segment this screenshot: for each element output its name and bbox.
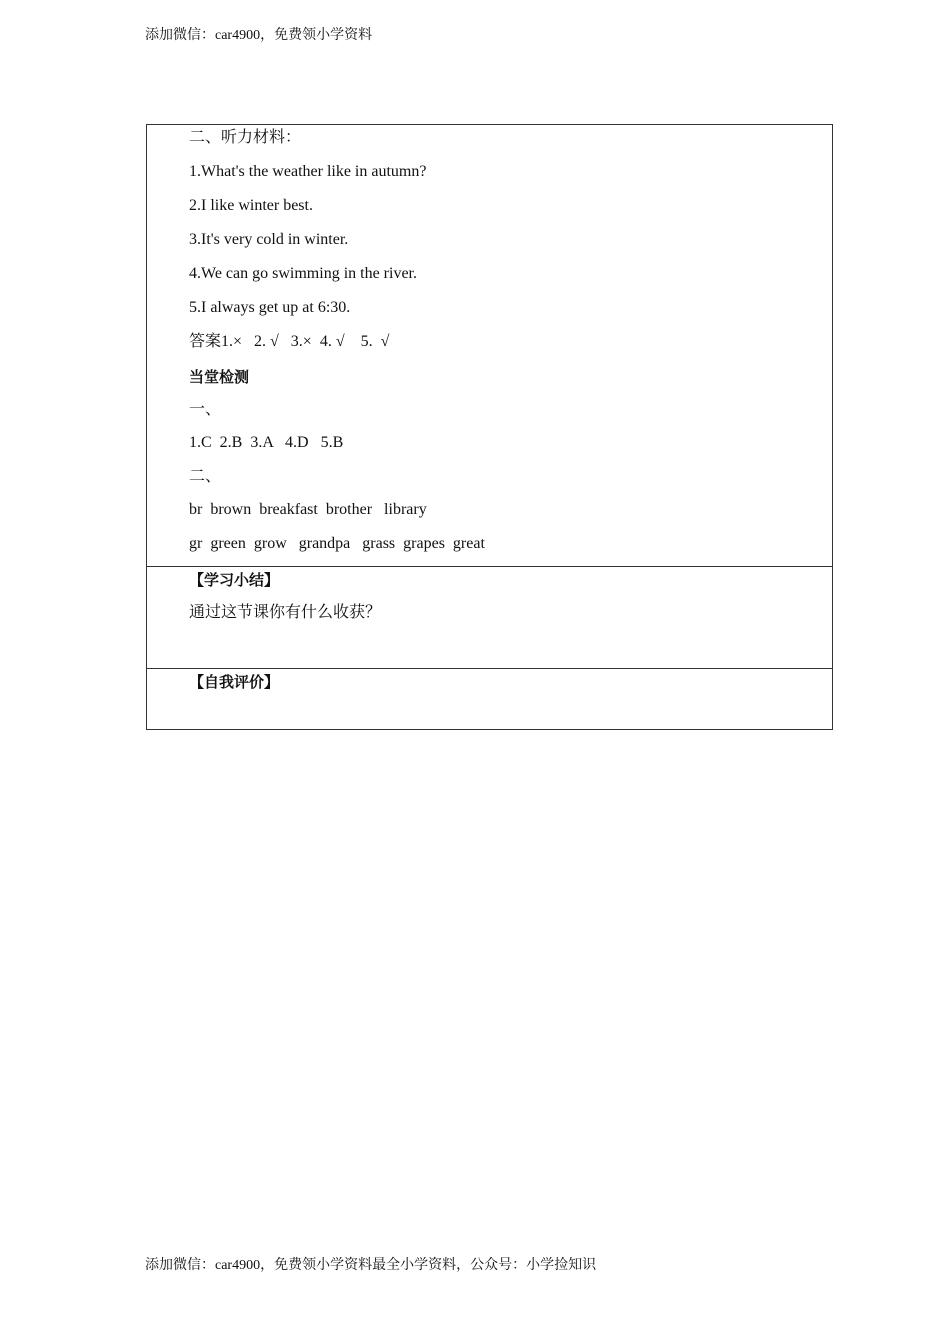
answer-key: 答案1.× 2. √ 3.× 4. √ 5. √ bbox=[189, 333, 390, 350]
part1-answers: 1.C 2.B 3.A 4.D 5.B bbox=[189, 434, 344, 451]
summary-prompt: 通过这节课你有什么收获？ bbox=[189, 604, 382, 621]
sentence-5: 5.I always get up at 6:30. bbox=[189, 299, 351, 316]
sentence-2: 2.I like winter best. bbox=[189, 197, 313, 214]
sentence-4: 4.We can go swimming in the river. bbox=[189, 265, 417, 282]
part1-label: 一、 bbox=[189, 401, 222, 418]
check-title: 当堂检测 bbox=[189, 368, 250, 386]
listening-heading: 二、听力材料： bbox=[189, 129, 302, 146]
answers-box bbox=[146, 124, 833, 567]
sentence-1: 1.What's the weather like in autumn? bbox=[189, 163, 427, 180]
footer-note: 添加微信：car4900，免费领小学资料最全小学资料，公众号：小学捡知识 bbox=[145, 1258, 597, 1273]
sentence-3: 3.It's very cold in winter. bbox=[189, 231, 349, 248]
gr-words: gr green grow grandpa grass grapes great bbox=[189, 535, 485, 552]
header-note: 添加微信：car4900，免费领小学资料 bbox=[145, 28, 373, 43]
self-eval-box bbox=[146, 668, 833, 730]
br-words: br brown breakfast brother library bbox=[189, 501, 427, 518]
summary-title: 【学习小结】 bbox=[189, 571, 280, 589]
summary-box bbox=[146, 566, 833, 669]
part2-label: 二、 bbox=[189, 468, 222, 485]
self-eval-title: 【自我评价】 bbox=[189, 673, 280, 691]
